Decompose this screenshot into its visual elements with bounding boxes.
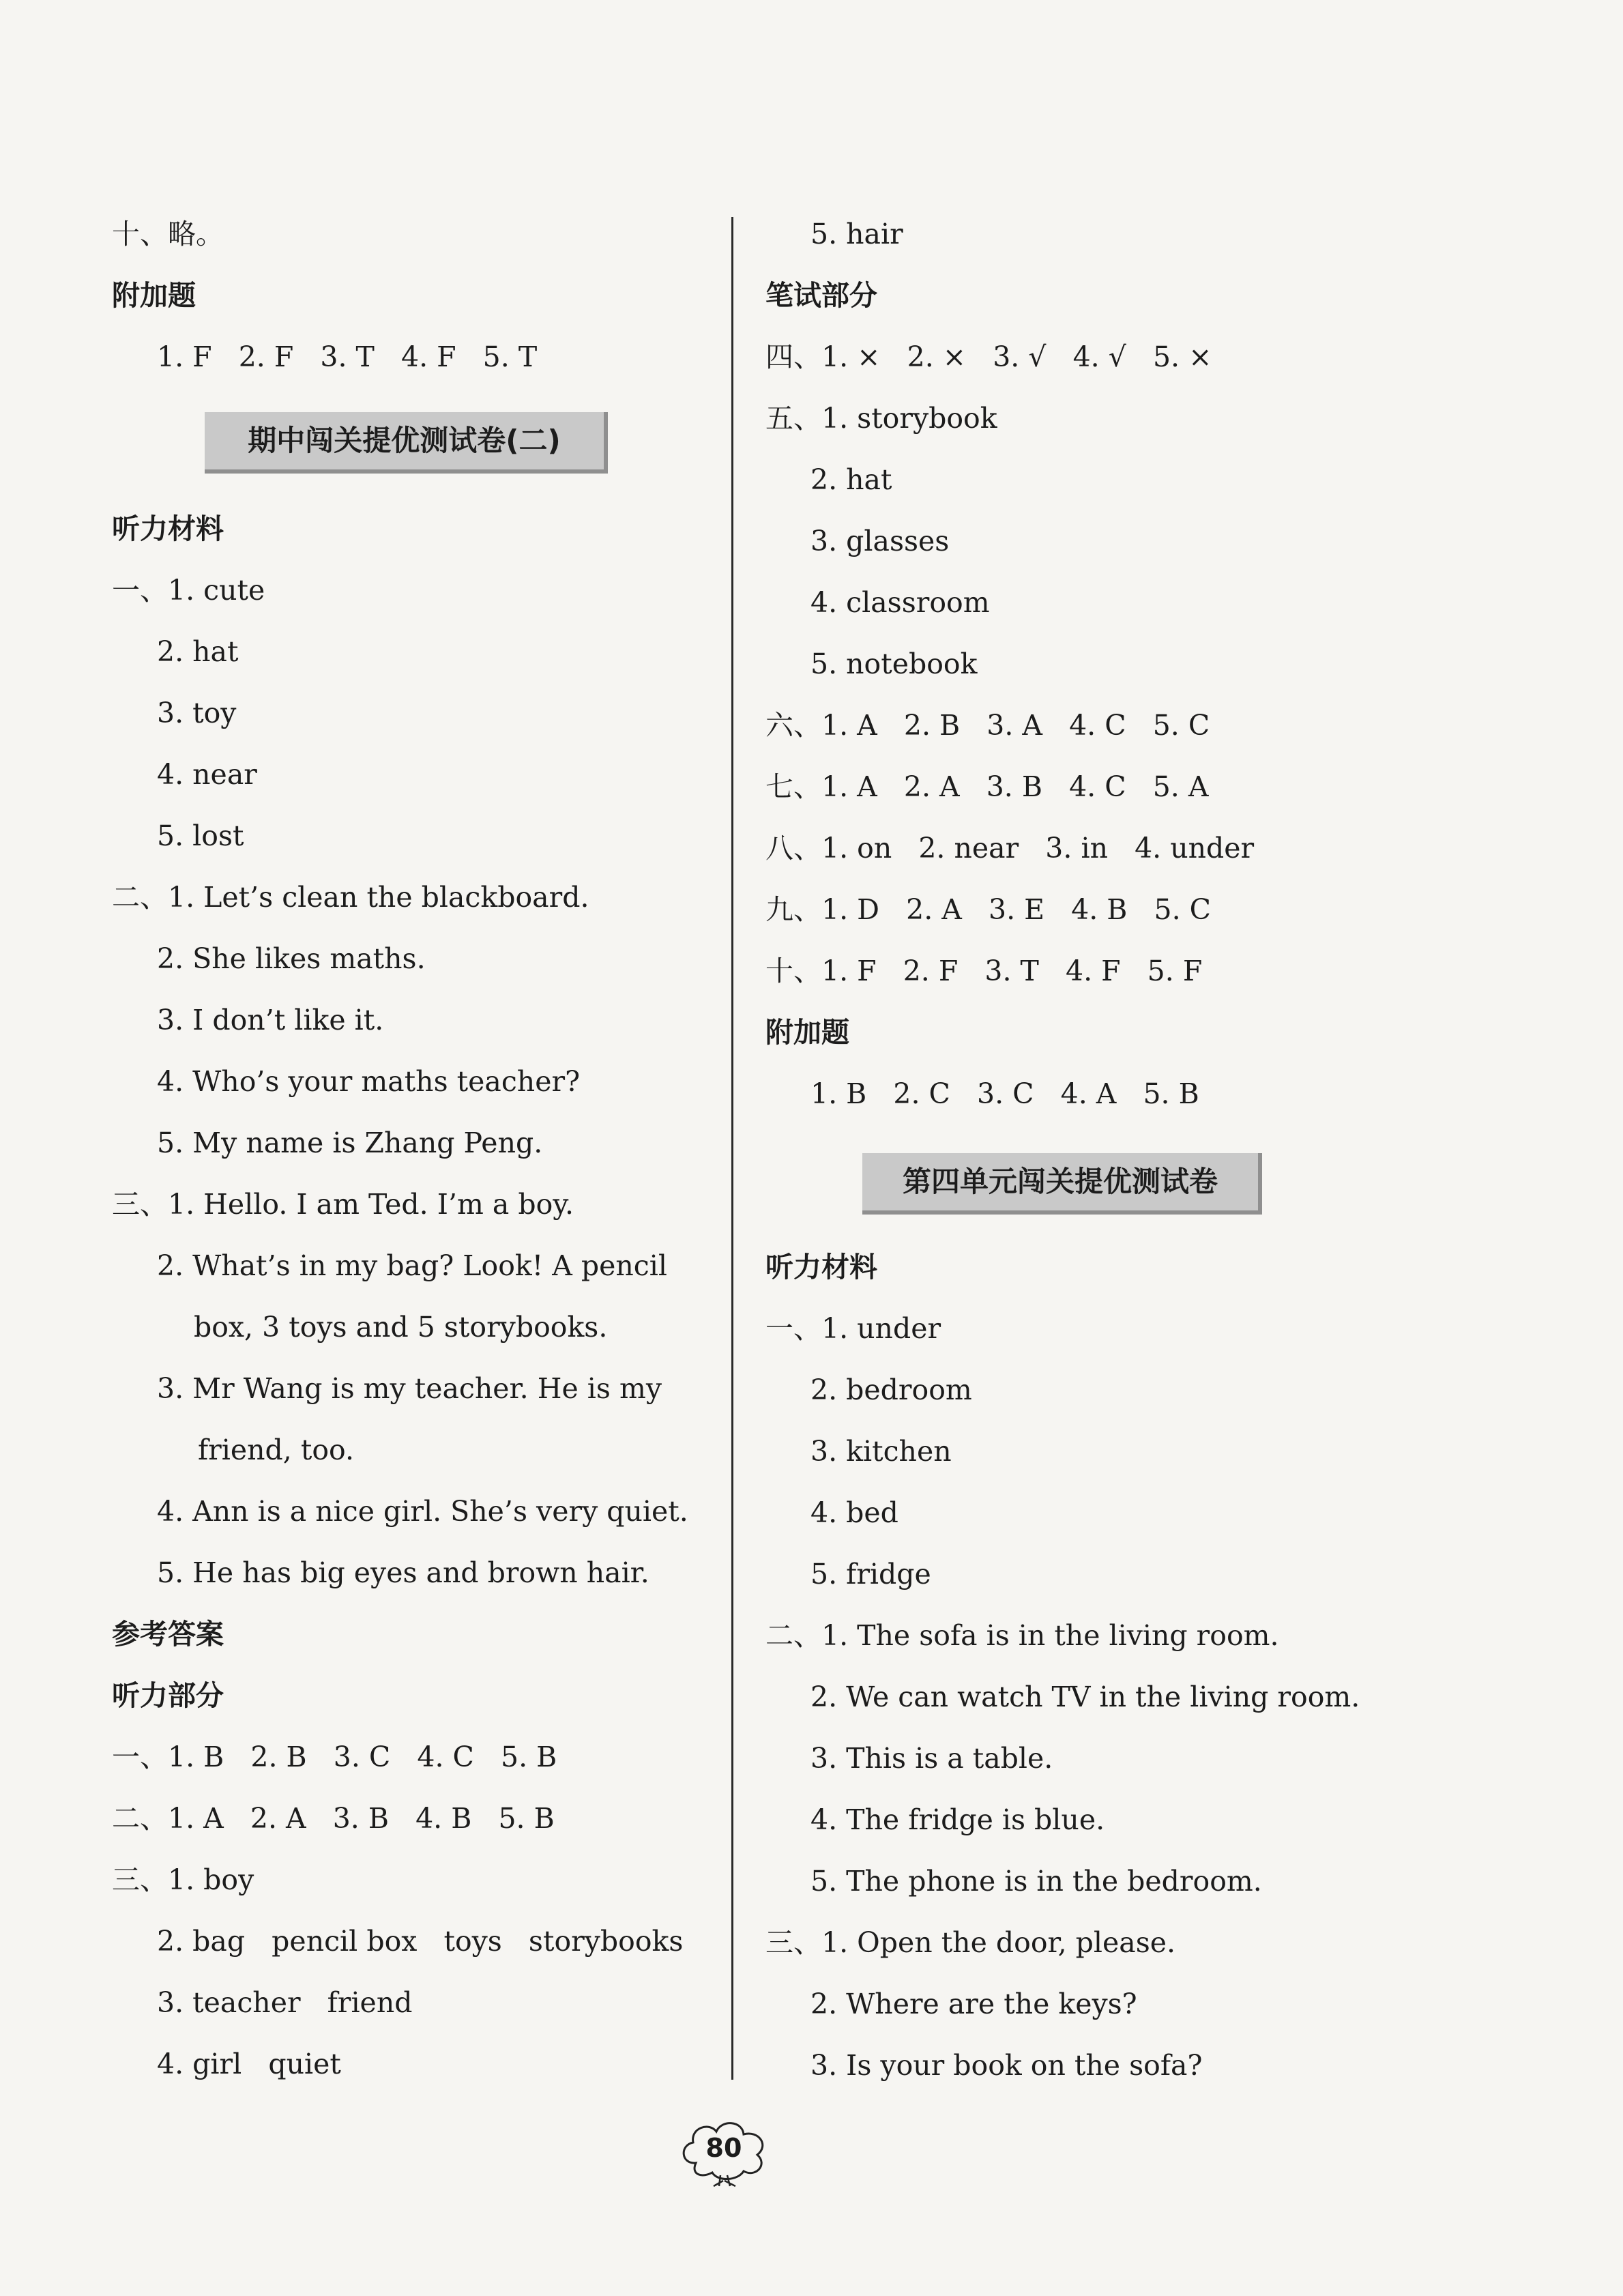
- line: 2. hat: [810, 463, 892, 496]
- section-title: 第四单元闯关提优测试卷: [862, 1153, 1262, 1215]
- line: friend, too.: [198, 1434, 355, 1466]
- line: 2. bedroom: [810, 1374, 972, 1406]
- line: 2. We can watch TV in the living room.: [810, 1681, 1360, 1713]
- line: 二、1. The sofa is in the living room.: [765, 1619, 1279, 1652]
- line: 4. The fridge is blue.: [810, 1803, 1105, 1836]
- heading: 笔试部分: [765, 279, 877, 312]
- line: 5. fridge: [810, 1558, 931, 1590]
- line: 1. B 2. C 3. C 4. A 5. B: [810, 1077, 1199, 1110]
- line: 一、1. B 2. B 3. C 4. C 5. B: [112, 1741, 557, 1773]
- heading: 听力材料: [112, 512, 224, 545]
- line: 3. glasses: [810, 525, 950, 557]
- heading: 附加题: [765, 1016, 849, 1049]
- line: 三、1. Hello. I am Ted. I’m a boy.: [112, 1188, 574, 1221]
- line: 2. What’s in my bag? Look! A pencil: [157, 1249, 667, 1282]
- line: 2. Where are the keys?: [810, 1988, 1137, 2020]
- line: 2. hat: [157, 635, 239, 668]
- line: 4. Who’s your maths teacher?: [157, 1065, 581, 1098]
- line: 1. F 2. F 3. T 4. F 5. T: [157, 340, 538, 373]
- line: 八、1. on 2. near 3. in 4. under: [765, 832, 1255, 864]
- line: 六、1. A 2. B 3. A 4. C 5. C: [765, 709, 1210, 742]
- line: 5. The phone is in the bedroom.: [810, 1865, 1262, 1898]
- heading: 听力材料: [765, 1251, 877, 1283]
- line: 3. This is a table.: [810, 1742, 1053, 1775]
- line: 三、1. Open the door, please.: [765, 1926, 1176, 1959]
- line: 九、1. D 2. A 3. E 4. B 5. C: [765, 893, 1212, 926]
- line: 3. teacher friend: [157, 1986, 413, 2019]
- heading: 听力部分: [112, 1679, 224, 1712]
- line: 5. hair: [810, 218, 903, 250]
- heading: 参考答案: [112, 1618, 224, 1651]
- column-divider: [731, 217, 733, 2080]
- line: 三、1. boy: [112, 1863, 254, 1896]
- line: 一、1. under: [765, 1312, 941, 1345]
- line: 4. bed: [810, 1496, 898, 1529]
- line: 3. I don’t like it.: [157, 1004, 384, 1036]
- line: 七、1. A 2. A 3. B 4. C 5. A: [765, 770, 1209, 803]
- line: 3. Is your book on the sofa?: [810, 2049, 1203, 2082]
- line: 5. He has big eyes and brown hair.: [157, 1556, 649, 1589]
- line: 二、1. A 2. A 3. B 4. B 5. B: [112, 1802, 555, 1835]
- line: 2. bag pencil box toys storybooks: [157, 1925, 684, 1958]
- line: 十、1. F 2. F 3. T 4. F 5. F: [765, 955, 1203, 987]
- line: 四、1. × 2. × 3. √ 4. √ 5. ×: [765, 340, 1212, 373]
- line: 一、1. cute: [112, 574, 265, 607]
- page-number-text: 80: [705, 2133, 742, 2163]
- line: 五、1. storybook: [765, 402, 997, 435]
- line: 4. classroom: [810, 586, 990, 619]
- line: 4. near: [157, 758, 257, 791]
- line: 4. girl quiet: [157, 2048, 341, 2080]
- line: 3. toy: [157, 697, 237, 729]
- line: 3. kitchen: [810, 1435, 952, 1468]
- line: 二、1. Let’s clean the blackboard.: [112, 881, 589, 914]
- line: 5. My name is Zhang Peng.: [157, 1127, 543, 1159]
- line: 2. She likes maths.: [157, 942, 426, 975]
- section-title: 期中闯关提优测试卷(二): [205, 412, 608, 474]
- line: 5. notebook: [810, 648, 978, 680]
- line: 3. Mr Wang is my teacher. He is my: [157, 1372, 662, 1405]
- line: box, 3 toys and 5 storybooks.: [194, 1311, 608, 1343]
- line: 4. Ann is a nice girl. She’s very quiet.: [157, 1495, 688, 1528]
- page-number: [675, 2115, 772, 2189]
- line: 十、略。: [112, 218, 224, 250]
- heading: 附加题: [112, 279, 196, 312]
- line: 5. lost: [157, 819, 244, 852]
